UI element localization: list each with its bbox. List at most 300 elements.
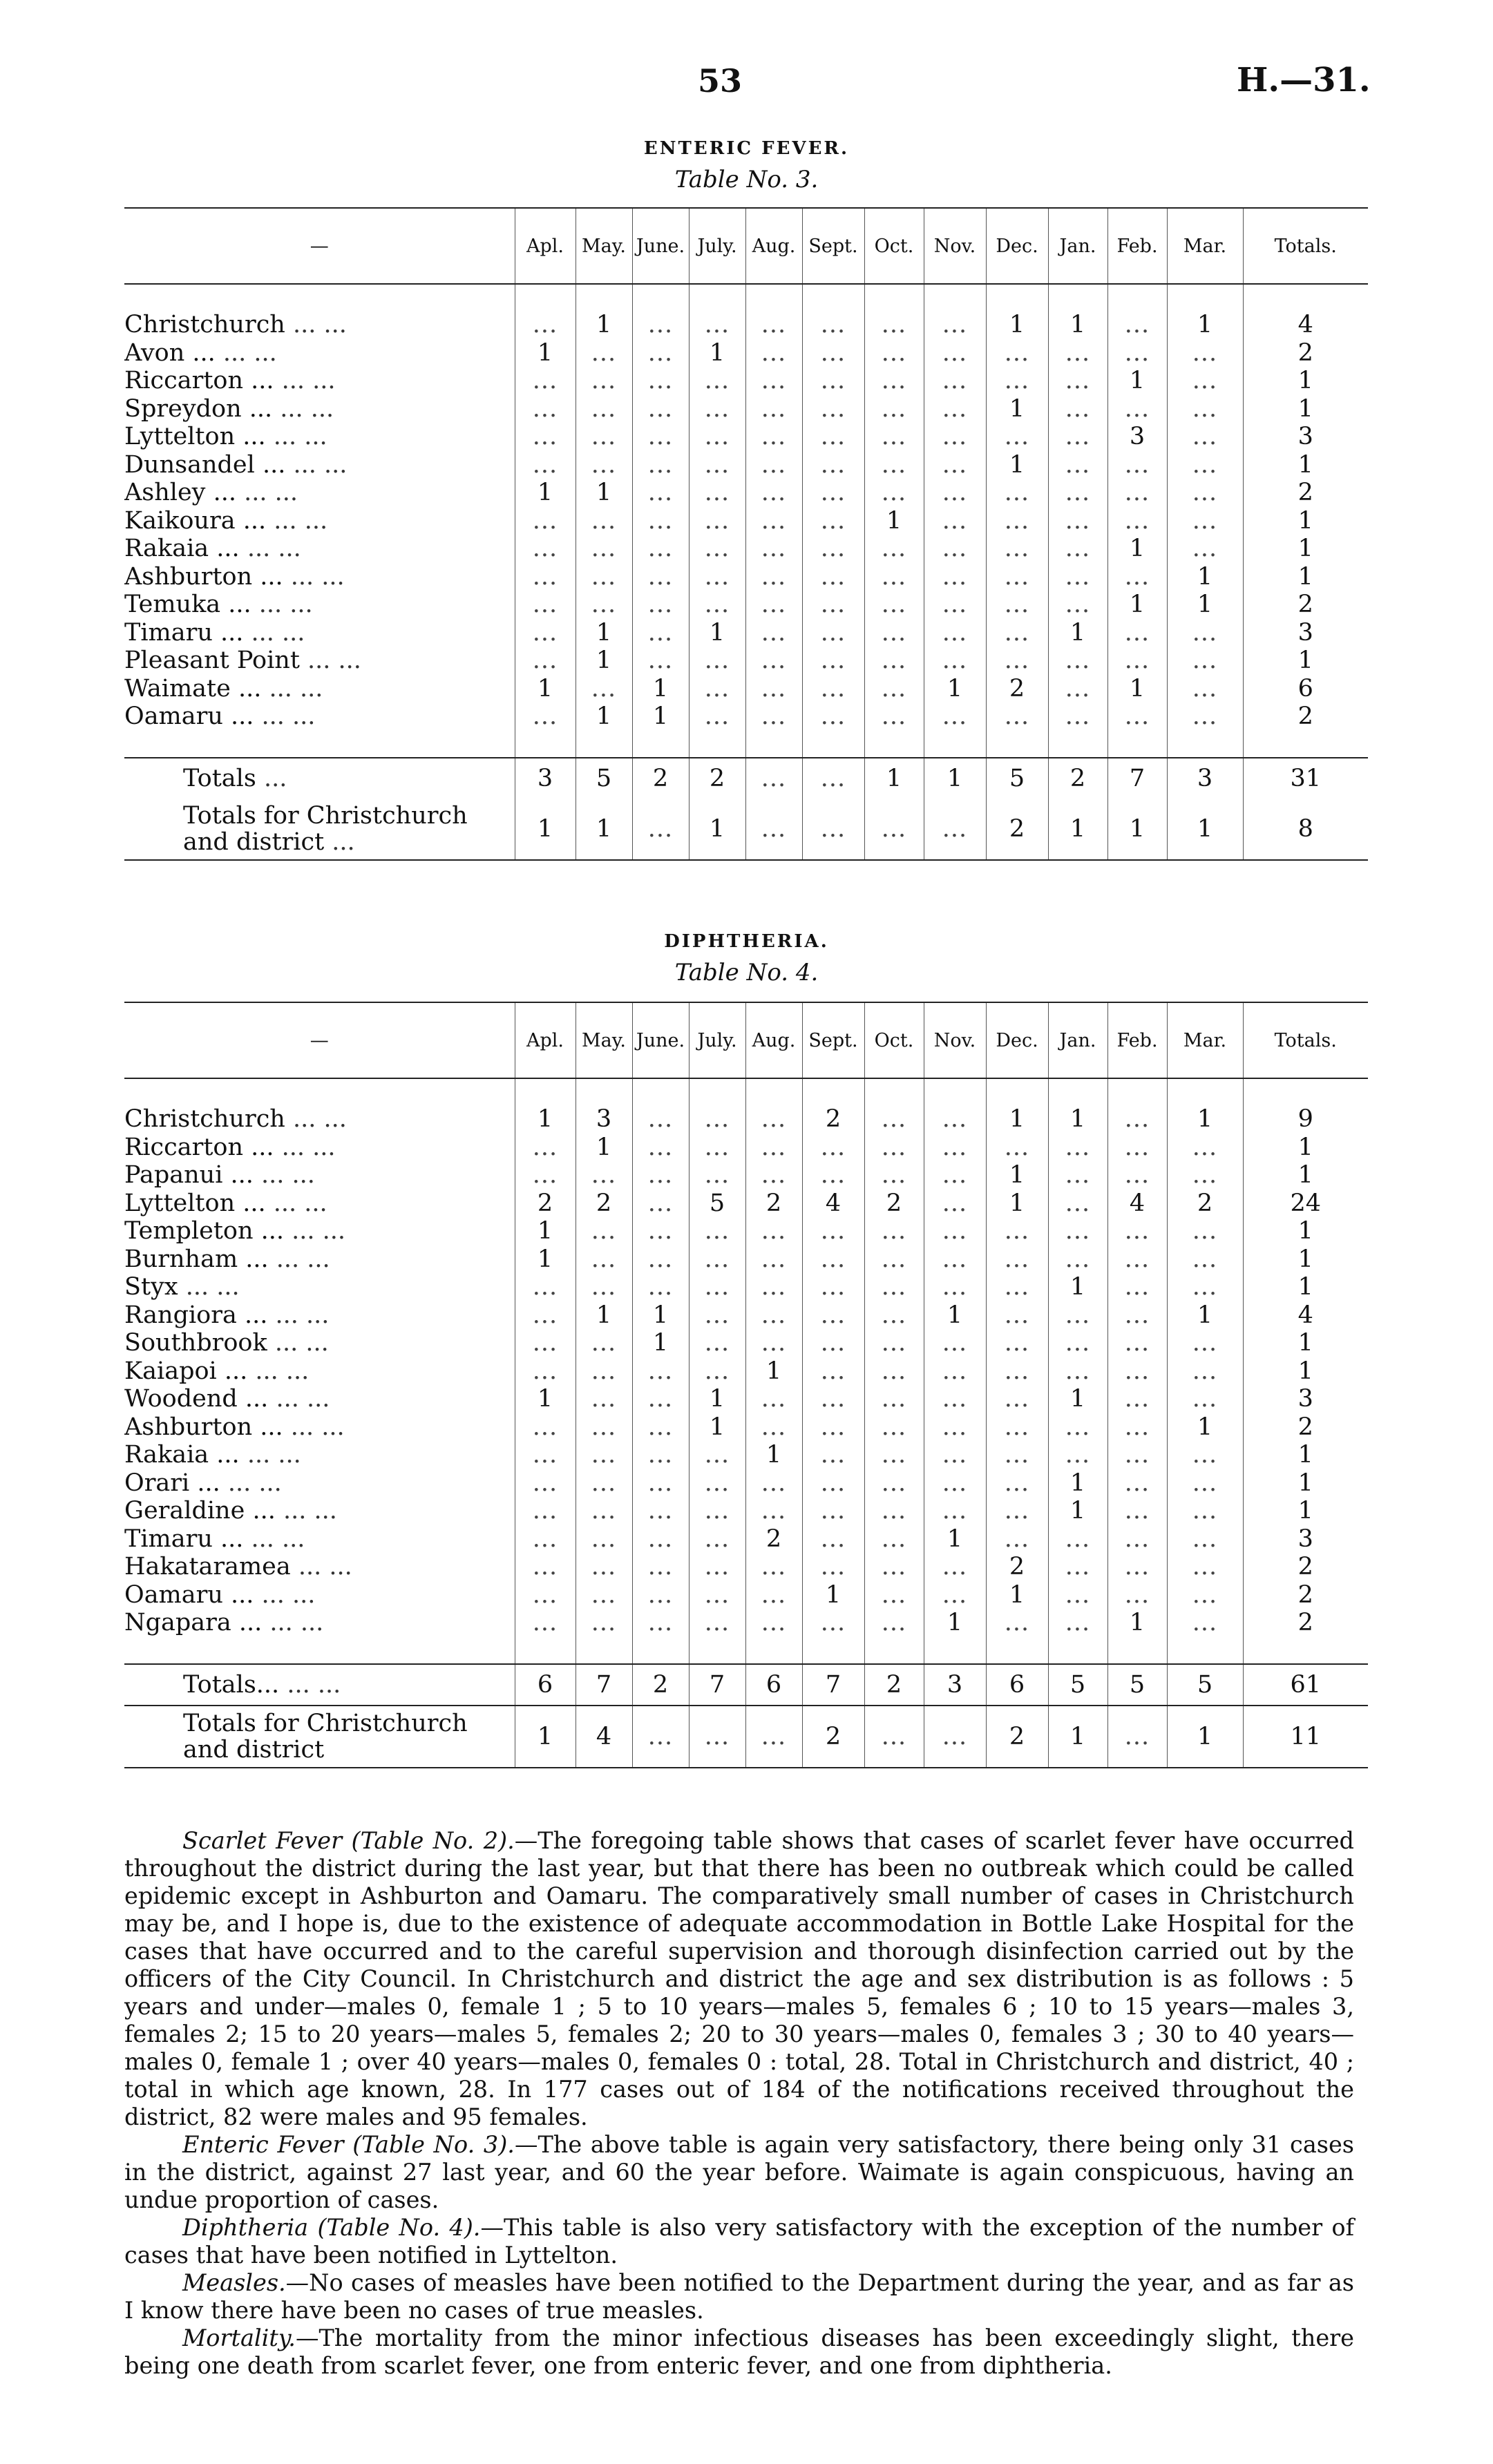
diphtheria-cell: ... [745, 1706, 802, 1768]
diphtheria-cell: ... [576, 1329, 632, 1357]
enteric-row-label [124, 479, 515, 507]
diphtheria-spacer-cell [1048, 1078, 1107, 1105]
enteric-cell: 3 [515, 758, 576, 799]
diphtheria-cell: ... [1107, 1497, 1167, 1525]
enteric-cell: ... [1048, 703, 1107, 731]
enteric-cell: ... [632, 647, 689, 675]
diphtheria-place-name: Kaiapoi ... [124, 1357, 248, 1385]
diphtheria-cell: ... [1107, 1301, 1167, 1330]
diphtheria-cell: 5 [1048, 1664, 1107, 1706]
diphtheria-cell: ... [632, 1706, 689, 1768]
diphtheria-leader-dots: ... ... [298, 1553, 352, 1581]
enteric-cell: ... [924, 423, 986, 451]
diphtheria-cell: ... [1167, 1217, 1243, 1245]
diphtheria-cell: ... [1048, 1553, 1107, 1581]
enteric-cell: ... [924, 703, 986, 731]
diphtheria-cell: ... [802, 1497, 864, 1525]
enteric-spacer-cell [632, 731, 689, 758]
enteric-cell: ... [864, 311, 924, 339]
enteric-cell: ... [1107, 395, 1167, 423]
diphtheria-row-label [124, 1329, 515, 1357]
enteric-cell: ... [802, 619, 864, 647]
enteric-cell: 1 [632, 703, 689, 731]
diphtheria-cell: ... [1048, 1581, 1107, 1610]
enteric-cell: ... [1167, 339, 1243, 367]
enteric-place-name: Totals for Christchurch and district [183, 801, 468, 856]
diphtheria-cell: ... [689, 1273, 745, 1301]
diphtheria-cell: ... [924, 1217, 986, 1245]
enteric-col-header: Apl. [515, 208, 576, 284]
diphtheria-spacer-cell [1167, 1637, 1243, 1664]
enteric-cell: 1 [1167, 799, 1243, 860]
enteric-cell: ... [632, 339, 689, 367]
enteric-cell: 1 [1167, 591, 1243, 619]
enteric-row-label [124, 647, 515, 675]
enteric-cell: ... [689, 367, 745, 395]
enteric-spacer-cell [864, 284, 924, 311]
enteric-cell: ... [515, 619, 576, 647]
diphtheria-cell: 1 [745, 1441, 802, 1469]
enteric-cell: ... [924, 591, 986, 619]
diphtheria-row-label [124, 1441, 515, 1469]
enteric-cell: ... [924, 563, 986, 591]
enteric-row [124, 451, 1368, 479]
diphtheria-spacer-cell [1107, 1637, 1167, 1664]
diphtheria-cell: 1 [1048, 1469, 1107, 1498]
enteric-cell: 1 [1107, 799, 1167, 860]
enteric-fever-text: —The above table is again very satisfactory, there being only 31 cases in the district, against 27 last year, and 60 the year before. Waimate is again conspicuous, having an undue proportion of cases. [124, 2131, 1354, 2213]
diphtheria-row [124, 1245, 1368, 1274]
enteric-col-header: June. [632, 208, 689, 284]
enteric-row-label [124, 619, 515, 647]
diphtheria-cell: 1 [1167, 1301, 1243, 1330]
diphtheria-cell: 6 [515, 1664, 576, 1706]
enteric-col-header: Jan. [1048, 208, 1107, 284]
enteric-cell: 1 [1243, 451, 1368, 479]
diphtheria-cell: 1 [515, 1385, 576, 1413]
enteric-row-label [124, 367, 515, 395]
diphtheria-place-name: Southbrook [124, 1329, 267, 1357]
enteric-place-name: Kaikoura ... [124, 506, 267, 535]
enteric-row [124, 423, 1368, 451]
diphtheria-row-label [124, 1245, 515, 1274]
enteric-spacer-cell [745, 284, 802, 311]
enteric-cell: ... [632, 451, 689, 479]
diphtheria-leader-dots: ... ... [276, 1245, 330, 1273]
diphtheria-cell: ... [515, 1581, 576, 1610]
enteric-row-label [124, 563, 515, 591]
diphtheria-cell: 1 [1243, 1161, 1368, 1190]
diphtheria-row [124, 1553, 1368, 1581]
enteric-cell: ... [986, 339, 1048, 367]
enteric-cell: ... [515, 395, 576, 423]
scarlet-fever-text: —The foregoing table shows that cases of scarlet fever have occurred throughout the district during the last year, but that there has been no outbreak which could be called epidemic except in Ashburton and Oamaru. The comparatively small number of cases in Christchurch may be, and I hope is, due to the existence of adequate accommodation in Bottle Lake Hospital for the cases that have occurred and to the careful supervision and thorough disinfection carried out by the officers of the City Council. In Christchurch and district the age and sex distribution is as follows : 5 years and under—males 0, female 1 ; 5 to 10 years—males 5, females 6 ; 10 to 15 years—males 3, females 2; 15 to 20 years—males 5, females 2; 20 to 30 years—males 0, females 3 ; 30 to 40 years—males 0, female 1 ; over 40 years—males 0, females 0 : total, 28. Total in Christchurch and district, 40 ; total in which age known, 28. In 177 cases out of 184 of the notifications received throughout the district, 82 were males and 95 females. [124, 1827, 1355, 2130]
enteric-cell: 2 [1243, 703, 1368, 731]
enteric-cell: ... [1048, 563, 1107, 591]
enteric-place-name: Timaru ... [124, 618, 244, 647]
diphtheria-cell: ... [745, 1301, 802, 1330]
diphtheria-cell: ... [632, 1581, 689, 1610]
enteric-cell: ... [864, 339, 924, 367]
enteric-leader-dots: ... ... [244, 479, 298, 507]
diphtheria-cell: ... [924, 1134, 986, 1162]
diphtheria-cell: ... [1167, 1357, 1243, 1386]
diphtheria-cell: ... [924, 1469, 986, 1498]
diphtheria-heading: Diphtheria (Table No. 4). [182, 2214, 481, 2241]
enteric-cell: ... [689, 675, 745, 703]
diphtheria-cell: 4 [1107, 1190, 1167, 1218]
enteric-header-row [124, 208, 1368, 284]
diphtheria-cell: 1 [576, 1301, 632, 1330]
diphtheria-cell: 2 [1243, 1413, 1368, 1442]
enteric-leader-dots: ... ... [222, 338, 277, 367]
diphtheria-cell: ... [924, 1385, 986, 1413]
enteric-cell: ... [689, 311, 745, 339]
diphtheria-row [124, 1217, 1368, 1245]
enteric-spacer-cell [924, 731, 986, 758]
enteric-cell: ... [632, 799, 689, 860]
diphtheria-leader-dots: ... ... [292, 1217, 346, 1245]
diphtheria-cell: ... [745, 1245, 802, 1274]
diphtheria-cell: 1 [745, 1357, 802, 1386]
diphtheria-cell: ... [802, 1385, 864, 1413]
enteric-cell: ... [802, 647, 864, 675]
diphtheria-paragraph [124, 2214, 1354, 2269]
diphtheria-cell: ... [802, 1134, 864, 1162]
enteric-leader-dots: ... ... [258, 591, 313, 619]
diphtheria-cell: ... [1048, 1329, 1107, 1357]
diphtheria-cell: ... [745, 1385, 802, 1413]
diphtheria-col-header: Nov. [924, 1002, 986, 1078]
enteric-cell: 1 [1243, 563, 1368, 591]
enteric-cell: ... [689, 703, 745, 731]
enteric-cell: 5 [576, 758, 632, 799]
diphtheria-place-name: Orari ... [124, 1469, 220, 1497]
enteric-cell: 1 [576, 311, 632, 339]
diphtheria-spacer-cell [689, 1078, 745, 1105]
diphtheria-cell: ... [1107, 1706, 1167, 1768]
diphtheria-cell: ... [1107, 1134, 1167, 1162]
enteric-leader-dots: ... ... [292, 311, 347, 339]
diphtheria-cell: ... [576, 1161, 632, 1190]
enteric-leader-dots: ... [263, 764, 287, 792]
diphtheria-cell: ... [986, 1217, 1048, 1245]
enteric-row-label [124, 591, 515, 619]
diphtheria-cell: ... [1107, 1357, 1167, 1386]
enteric-cell: ... [632, 507, 689, 535]
diphtheria-cell: ... [745, 1413, 802, 1442]
enteric-cell: ... [1167, 367, 1243, 395]
diphtheria-cell: 11 [1243, 1706, 1368, 1768]
diphtheria-cell: 1 [986, 1581, 1048, 1610]
diphtheria-cell: 1 [924, 1609, 986, 1637]
diphtheria-cell: ... [576, 1385, 632, 1413]
enteric-cell: ... [1048, 395, 1107, 423]
enteric-spacer-cell [745, 731, 802, 758]
enteric-cell: 1 [1107, 675, 1167, 703]
enteric-col-header: Mar. [1167, 208, 1243, 284]
diphtheria-cell: ... [1107, 1161, 1167, 1190]
diphtheria-cell: ... [864, 1706, 924, 1768]
enteric-cell: ... [689, 479, 745, 507]
diphtheria-row [124, 1134, 1368, 1162]
enteric-cell: ... [576, 563, 632, 591]
diphtheria-row-label [124, 1469, 515, 1498]
enteric-leader-dots: ... ... [251, 618, 305, 647]
enteric-place-name: Totals [183, 764, 256, 792]
enteric-cell: ... [689, 395, 745, 423]
enteric-place-name: Spreydon ... [124, 394, 273, 423]
diphtheria-row [124, 1706, 1368, 1768]
diphtheria-cell: ... [1107, 1441, 1167, 1469]
diphtheria-leader-dots: ... ... [227, 1469, 282, 1497]
enteric-cell: ... [1048, 535, 1107, 563]
enteric-cell: 2 [689, 758, 745, 799]
diphtheria-cell: 3 [1243, 1525, 1368, 1554]
diphtheria-cell: ... [689, 1301, 745, 1330]
diphtheria-cell: 1 [1243, 1441, 1368, 1469]
enteric-cell: ... [745, 451, 802, 479]
enteric-cell: ... [864, 799, 924, 860]
diphtheria-cell: ... [864, 1441, 924, 1469]
enteric-cell: ... [864, 479, 924, 507]
enteric-row [124, 535, 1368, 563]
enteric-spacer-row [124, 731, 1368, 758]
diphtheria-place-name: Timaru ... [124, 1525, 244, 1553]
enteric-fever-paragraph [124, 2131, 1354, 2214]
enteric-cell: ... [1107, 619, 1167, 647]
diphtheria-cell: ... [1107, 1273, 1167, 1301]
diphtheria-cell: ... [1167, 1134, 1243, 1162]
diphtheria-cell: ... [515, 1469, 576, 1498]
diphtheria-cell: ... [864, 1134, 924, 1162]
enteric-cell: ... [632, 535, 689, 563]
enteric-cell: 1 [1048, 799, 1107, 860]
enteric-row-label [124, 395, 515, 423]
diphtheria-cell: ... [1048, 1413, 1107, 1442]
diphtheria-spacer-cell [632, 1637, 689, 1664]
enteric-row-label [124, 311, 515, 339]
enteric-cell: ... [924, 535, 986, 563]
enteric-spacer-row [124, 284, 1368, 311]
diphtheria-row-label [124, 1706, 515, 1768]
diphtheria-spacer-cell [745, 1078, 802, 1105]
enteric-cell: ... [576, 675, 632, 703]
diphtheria-cell: ... [576, 1357, 632, 1386]
diphtheria-cell: ... [745, 1217, 802, 1245]
diphtheria-cell: ... [632, 1273, 689, 1301]
enteric-row [124, 591, 1368, 619]
diphtheria-cell: ... [632, 1134, 689, 1162]
diphtheria-cell: ... [515, 1609, 576, 1637]
enteric-cell: ... [745, 507, 802, 535]
diphtheria-cell: 2 [576, 1190, 632, 1218]
diphtheria-row-label [124, 1217, 515, 1245]
diphtheria-cell: ... [924, 1581, 986, 1610]
diphtheria-spacer-cell [515, 1078, 576, 1105]
diphtheria-cell: 1 [1048, 1273, 1107, 1301]
enteric-cell: ... [745, 758, 802, 799]
diphtheria-cell: ... [632, 1497, 689, 1525]
diphtheria-cell: 2 [1243, 1609, 1368, 1637]
enteric-cell: ... [515, 451, 576, 479]
enteric-row [124, 563, 1368, 591]
enteric-cell: 1 [1107, 535, 1167, 563]
enteric-leader-dots: ... ... [293, 450, 348, 479]
diphtheria-row-label [124, 1190, 515, 1218]
enteric-cell: ... [986, 367, 1048, 395]
enteric-cell: ... [924, 451, 986, 479]
enteric-col-header: May. [576, 208, 632, 284]
enteric-col-header: Feb. [1107, 208, 1167, 284]
diphtheria-place-name: Burnham ... [124, 1245, 269, 1273]
enteric-cell: ... [515, 423, 576, 451]
diphtheria-cell: 1 [924, 1525, 986, 1554]
diphtheria-cell: ... [576, 1609, 632, 1637]
diphtheria-cell: ... [745, 1134, 802, 1162]
diphtheria-cell: ... [986, 1413, 1048, 1442]
enteric-cell: 1 [1048, 311, 1107, 339]
enteric-spacer-cell [576, 284, 632, 311]
diphtheria-place-name: Ngapara ... [124, 1609, 263, 1637]
diphtheria-text: —This table is also very satisfactory with the exception of the number of cases that have been notified in Lyttelton. [124, 2214, 1354, 2269]
diphtheria-cell: ... [864, 1105, 924, 1134]
enteric-row-label [124, 703, 515, 731]
enteric-header-dash: — [124, 208, 515, 284]
diphtheria-row [124, 1273, 1368, 1301]
enteric-cell: ... [745, 339, 802, 367]
enteric-cell: 4 [1243, 311, 1368, 339]
enteric-spacer-cell [1107, 731, 1167, 758]
enteric-cell: 1 [864, 507, 924, 535]
diphtheria-cell: 2 [986, 1553, 1048, 1581]
diphtheria-row-label [124, 1357, 515, 1386]
enteric-row [124, 703, 1368, 731]
enteric-cell: 8 [1243, 799, 1368, 860]
diphtheria-place-name: Templeton ... [124, 1217, 285, 1245]
diphtheria-cell: ... [1048, 1134, 1107, 1162]
enteric-leader-dots: ... ... [280, 394, 334, 423]
diphtheria-spacer-cell [864, 1078, 924, 1105]
enteric-cell: 1 [689, 799, 745, 860]
diphtheria-spacer-cell [745, 1637, 802, 1664]
diphtheria-cell: ... [576, 1497, 632, 1525]
enteric-cell: ... [1048, 451, 1107, 479]
enteric-cell: 1 [632, 675, 689, 703]
enteric-cell: ... [802, 423, 864, 451]
diphtheria-cell: ... [986, 1301, 1048, 1330]
enteric-cell: ... [802, 799, 864, 860]
enteric-cell: 1 [924, 675, 986, 703]
enteric-cell: ... [632, 619, 689, 647]
enteric-row-label [124, 758, 515, 799]
diphtheria-spacer-cell [1048, 1637, 1107, 1664]
diphtheria-col-header: Oct. [864, 1002, 924, 1078]
enteric-cell: 1 [986, 451, 1048, 479]
diphtheria-cell: ... [1167, 1385, 1243, 1413]
enteric-cell: ... [802, 367, 864, 395]
enteric-cell: ... [924, 647, 986, 675]
enteric-cell: 1 [1048, 619, 1107, 647]
enteric-cell: ... [864, 591, 924, 619]
diphtheria-cell: ... [576, 1273, 632, 1301]
diphtheria-place-name: Woodend ... [124, 1385, 269, 1413]
enteric-cell: ... [864, 563, 924, 591]
enteric-col-header: Aug. [745, 208, 802, 284]
diphtheria-cell: ... [1107, 1385, 1167, 1413]
diphtheria-cell: ... [864, 1301, 924, 1330]
diphtheria-cell: ... [1167, 1525, 1243, 1554]
diphtheria-cell: ... [864, 1497, 924, 1525]
enteric-spacer-cell [1243, 731, 1368, 758]
diphtheria-place-name: Rangiora ... [124, 1301, 268, 1329]
enteric-row-label [124, 675, 515, 703]
enteric-cell: ... [1167, 479, 1243, 507]
diphtheria-cell: ... [924, 1413, 986, 1442]
diphtheria-row [124, 1190, 1368, 1218]
enteric-cell: 1 [576, 479, 632, 507]
diphtheria-cell: ... [632, 1441, 689, 1469]
diphtheria-cell: 1 [1048, 1385, 1107, 1413]
diphtheria-cell: ... [986, 1357, 1048, 1386]
enteric-cell: 1 [1243, 507, 1368, 535]
diphtheria-row [124, 1609, 1368, 1637]
enteric-cell: ... [1048, 647, 1107, 675]
enteric-cell: ... [1167, 451, 1243, 479]
enteric-cell: ... [802, 675, 864, 703]
enteric-cell: ... [689, 451, 745, 479]
diphtheria-cell: ... [689, 1553, 745, 1581]
enteric-cell: 2 [1243, 479, 1368, 507]
diphtheria-cell: 4 [1243, 1301, 1368, 1330]
enteric-row [124, 675, 1368, 703]
enteric-cell: ... [576, 339, 632, 367]
enteric-row [124, 799, 1368, 860]
diphtheria-cell: ... [1167, 1441, 1243, 1469]
diphtheria-cell: 1 [1243, 1134, 1368, 1162]
diphtheria-cell: ... [689, 1441, 745, 1469]
diphtheria-row [124, 1581, 1368, 1610]
enteric-cell: ... [802, 758, 864, 799]
diphtheria-cell: 2 [1243, 1581, 1368, 1610]
diphtheria-cell: 3 [1243, 1385, 1368, 1413]
diphtheria-cell: ... [576, 1217, 632, 1245]
diphtheria-col-header: Dec. [986, 1002, 1048, 1078]
enteric-place-name: Avon ... [124, 338, 216, 367]
diphtheria-cell: ... [632, 1413, 689, 1442]
enteric-cell: ... [632, 563, 689, 591]
diphtheria-cell: ... [1107, 1217, 1167, 1245]
enteric-spacer-cell [1167, 731, 1243, 758]
diphtheria-row [124, 1664, 1368, 1706]
diphtheria-place-name: Geraldine ... [124, 1497, 276, 1525]
enteric-cell: ... [745, 479, 802, 507]
diphtheria-row [124, 1105, 1368, 1134]
diphtheria-cell: ... [802, 1609, 864, 1637]
enteric-place-name: Dunsandel ... [124, 450, 286, 479]
diphtheria-cell: ... [1048, 1441, 1107, 1469]
enteric-cell: ... [745, 395, 802, 423]
enteric-cell: ... [1167, 619, 1243, 647]
diphtheria-cell: 2 [864, 1664, 924, 1706]
enteric-row [124, 647, 1368, 675]
enteric-cell: 1 [986, 395, 1048, 423]
diphtheria-cell: ... [745, 1609, 802, 1637]
diphtheria-cell: ... [864, 1161, 924, 1190]
enteric-row-label [124, 535, 515, 563]
diphtheria-leader-dots: ... ... [275, 1301, 330, 1329]
diphtheria-cell: ... [986, 1273, 1048, 1301]
